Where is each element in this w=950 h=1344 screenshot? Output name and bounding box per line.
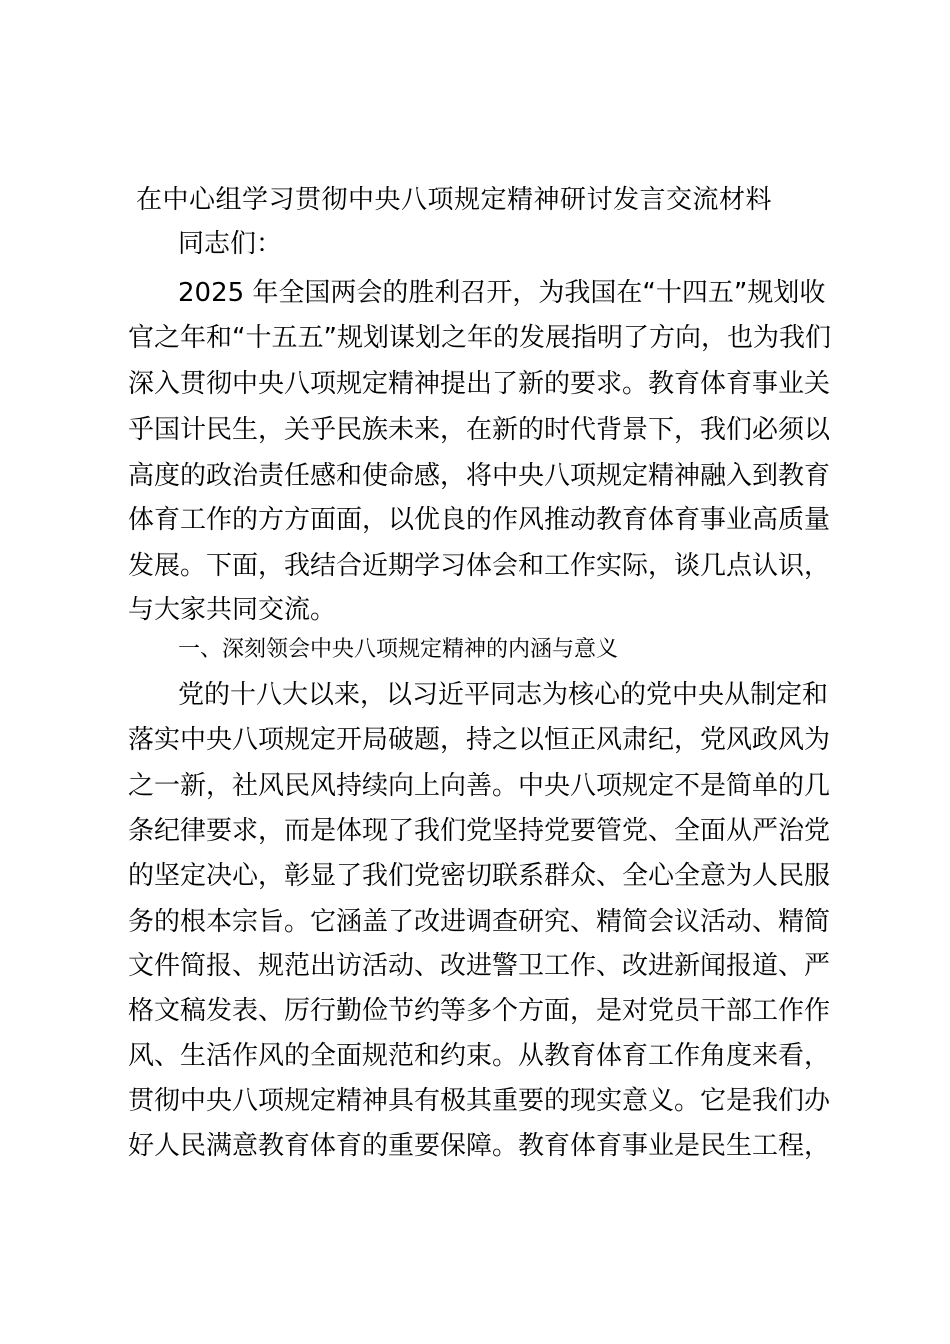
paragraph2-line: 格文稿发表、厉行勤俭节约等多个方面，是对党员干部工作作 — [128, 996, 831, 1026]
document-title: 在中心组学习贯彻中央八项规定精神研讨发言交流材料 — [136, 185, 773, 215]
paragraph1-line: 发展。下面，我结合近期学习体会和工作实际，谈几点认识， — [128, 551, 831, 581]
paragraph2-line: 的坚定决心，彰显了我们党密切联系群众、全心全意为人民服 — [128, 861, 831, 891]
paragraph1-line: 与大家共同交流。 — [128, 595, 337, 625]
paragraph1-line: 2025 年全国两会的胜利召开，为我国在“十四五”规划收 — [178, 278, 826, 308]
paragraph2-line: 落实中央八项规定开局破题，持之以恒正风肃纪，党风政风为 — [128, 725, 831, 755]
paragraph2-line: 风、生活作风的全面规范和约束。从教育体育工作角度来看， — [128, 1041, 831, 1071]
paragraph2-line: 好人民满意教育体育的重要保障。教育体育事业是民生工程， — [128, 1131, 831, 1161]
paragraph1-line: 乎国计民生，关乎民族未来，在新的时代背景下，我们必须以 — [128, 415, 831, 445]
section-heading: 一、深刻领会中央八项规定精神的内涵与意义 — [178, 637, 619, 662]
paragraph2-line: 条纪律要求，而是体现了我们党坚持党要管党、全面从严治党 — [128, 816, 831, 846]
paragraph2-line: 之一新，社风民风持续向上向善。中央八项规定不是简单的几 — [128, 771, 831, 801]
paragraph2-line: 务的根本宗旨。它涵盖了改进调查研究、精简会议活动、精简 — [128, 907, 831, 937]
paragraph1-line: 体育工作的方方面面，以优良的作风推动教育体育事业高质量 — [128, 505, 831, 535]
paragraph1-line: 高度的政治责任感和使命感，将中央八项规定精神融入到教育 — [128, 461, 831, 491]
paragraph1-line: 官之年和“十五五”规划谋划之年的发展指明了方向，也为我们 — [128, 323, 831, 353]
paragraph1-line: 深入贯彻中央八项规定精神提出了新的要求。教育体育事业关 — [128, 369, 831, 399]
salutation: 同志们： — [178, 229, 283, 259]
paragraph2-line: 党的十八大以来，以习近平同志为核心的党中央从制定和 — [178, 680, 829, 710]
paragraph2-line: 文件简报、规范出访活动、改进警卫工作、改进新闻报道、严 — [128, 951, 831, 981]
paragraph2-line: 贯彻中央八项规定精神具有极其重要的现实意义。它是我们办 — [128, 1086, 831, 1116]
